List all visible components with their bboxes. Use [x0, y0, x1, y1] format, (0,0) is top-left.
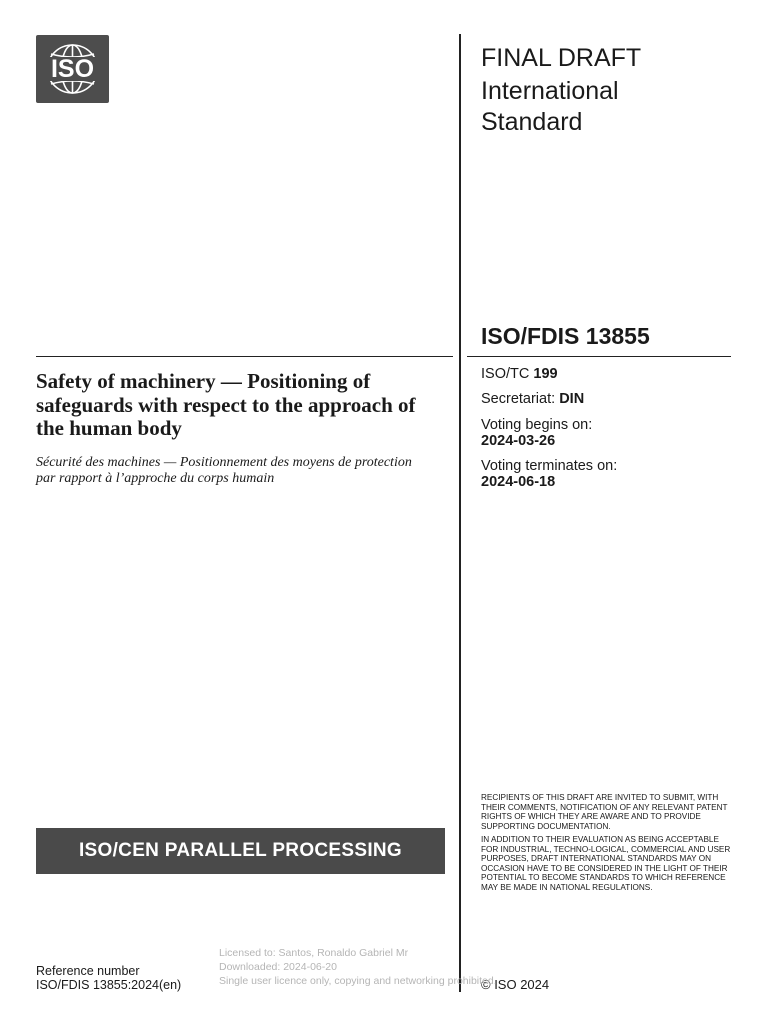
- document-type: International Standard: [481, 77, 619, 136]
- parallel-processing-banner: ISO/CEN PARALLEL PROCESSING: [36, 828, 445, 874]
- reference-number: ISO/FDIS 13855:2024(en): [36, 978, 182, 992]
- document-number: ISO/FDIS 13855: [481, 323, 650, 349]
- watermark-licence-terms: Single user licence only, copying and networking prohibited.: [219, 975, 497, 987]
- voting-begins-date: 2024-03-26: [481, 433, 556, 449]
- regulation-notice: IN ADDITION TO THEIR EVALUATION AS BEING ACCEPTABLE FOR INDUSTRIAL, TECHNO-LOGICAL, COMMERCIAL AND USER PURPOSES, DRAFT INTERNATIONAL STANDARDS MAY ON OCCASION HAVE TO BE CONSIDERED IN THE LIGHT OF THEIR POTENTIAL TO BECOME STANDARDS TO WHICH REFERENCE MAY BE MADE IN NATIONAL REGULATIONS.: [481, 835, 731, 892]
- patent-notice: RECIPIENTS OF THIS DRAFT ARE INVITED TO SUBMIT, WITH THEIR COMMENTS, NOTIFICATION OF ANY RELEVANT PATENT RIGHTS OF WHICH THEY ARE AWARE AND TO PROVIDE SUPPORTING DOCUMENTATION.: [481, 793, 728, 831]
- vertical-divider: [459, 34, 461, 992]
- watermark-download-date: Downloaded: 2024-06-20: [219, 961, 337, 973]
- tc-value: 199: [533, 366, 558, 382]
- tc-label: ISO/TC: [481, 366, 530, 382]
- watermark-licensee: Licensed to: Santos, Ronaldo Gabriel Mr: [219, 947, 409, 959]
- number-divider: [467, 356, 731, 357]
- voting-terminates-date: 2024-06-18: [481, 474, 556, 490]
- secretariat-value: DIN: [559, 391, 585, 407]
- copyright: © ISO 2024: [481, 977, 550, 992]
- reference-label: Reference number: [36, 964, 140, 978]
- iso-logo: [36, 35, 109, 103]
- logo-text: ISO: [50, 55, 95, 83]
- draft-status: FINAL DRAFT: [481, 44, 642, 72]
- technical-committee: [481, 366, 558, 382]
- title-english: Safety of machinery — Positioning of safeguards with respect to the approach of the human body: [36, 369, 416, 440]
- secretariat: [481, 391, 584, 407]
- licence-watermark: [219, 946, 497, 988]
- secretariat-label: Secretariat:: [481, 391, 556, 407]
- title-divider: [36, 356, 453, 357]
- voting-terminates-label: Voting terminates on:: [481, 458, 618, 474]
- globe-icon: [36, 35, 109, 103]
- voting-begins-label: Voting begins on:: [481, 417, 593, 433]
- title-french: Sécurité des machines — Positionnement des moyens de protection par rapport à l’approche du corps humain: [36, 455, 412, 486]
